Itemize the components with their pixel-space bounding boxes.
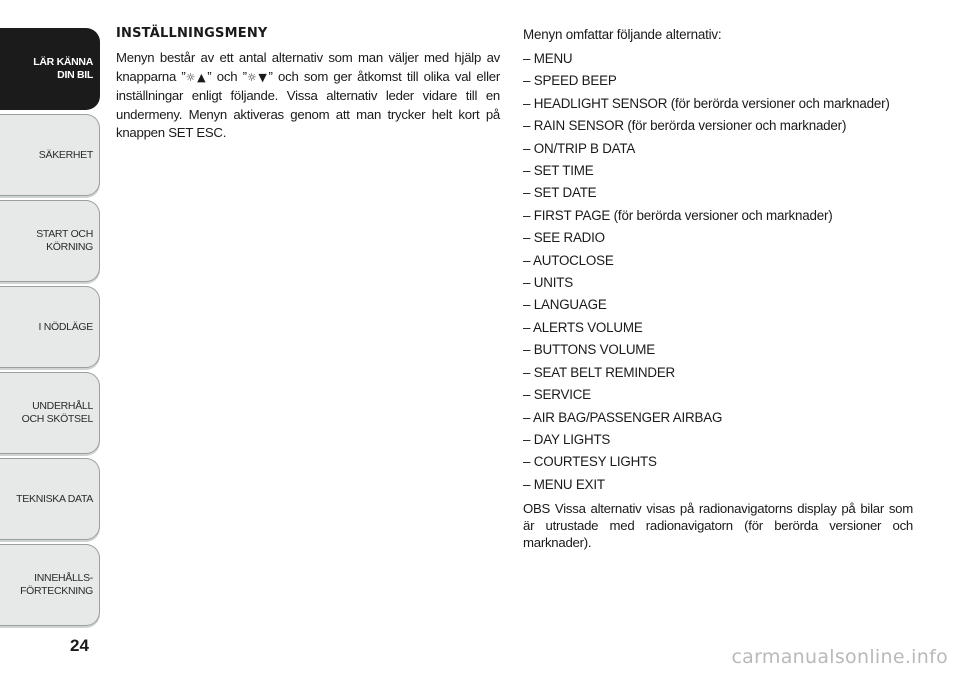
dial-icon: ☼	[246, 70, 257, 84]
tab-label: START OCH KÖRNING	[36, 228, 93, 253]
menu-option-item: – COURTESY LIGHTS	[523, 454, 657, 470]
tab-lar-kanna-din-bil[interactable]	[0, 28, 100, 110]
menu-option-item: – SET TIME	[523, 163, 594, 179]
para-text: Menyn består av ett antal alternativ som man väljer med hjälp av knapparna ”	[116, 50, 500, 84]
menu-option-item: – UNITS	[523, 275, 573, 291]
menu-option-item: – SEAT BELT REMINDER	[523, 364, 676, 380]
menu-option-item: – HEADLIGHT SENSOR (för berörda versioner och marknader)	[523, 95, 890, 111]
menu-intro: Menyn omfattar följande alternativ:	[523, 27, 722, 42]
menu-option-item: – ON/TRIP B DATA	[523, 140, 636, 156]
menu-option-item: – FIRST PAGE (för berörda versioner och marknader)	[523, 207, 833, 223]
menu-option-item: – LANGUAGE	[523, 297, 607, 313]
tab-label: LÄR KÄNNA DIN BIL	[33, 56, 93, 81]
menu-option-item: – AUTOCLOSE	[523, 252, 614, 268]
tab-innehallsforteckning[interactable]	[0, 544, 100, 626]
tab-tekniska-data[interactable]	[0, 458, 100, 540]
tab-underhall-och-skotsel[interactable]	[0, 372, 100, 454]
para-text: ” och som ger åtkomst till olika val eller inställningar enligt följande. Vissa alternativ leder vidare till en undermeny. Menyn aktiveras genom att man trycker helt kort på knappen SET ESC.	[116, 68, 501, 140]
left-column	[116, 26, 500, 143]
watermark: carmanualsonline.info	[731, 646, 948, 668]
para-text: ” och ”	[207, 68, 247, 84]
dial-icon: ☼	[185, 70, 196, 84]
menu-option-item: – SPEED BEEP	[523, 73, 617, 89]
down-arrow-icon: ▼	[256, 70, 269, 84]
menu-option-item: – BUTTONS VOLUME	[523, 342, 655, 358]
tab-label: INNEHÅLLS- FÖRTECKNING	[20, 572, 93, 597]
menu-option-item: – MENU	[523, 51, 573, 66]
tab-label: SÄKERHET	[38, 148, 93, 161]
right-column	[523, 26, 913, 551]
tab-start-och-korning[interactable]	[0, 200, 100, 282]
page-number: 24	[70, 636, 89, 655]
menu-option-item: – MENU EXIT	[523, 476, 605, 492]
menu-options-list	[523, 48, 913, 496]
menu-option-item: – ALERTS VOLUME	[523, 319, 643, 335]
menu-option-item: – AIR BAG/PASSENGER AIRBAG	[523, 409, 723, 425]
tab-label: TEKNISKA DATA	[16, 492, 93, 505]
menu-option-item: – RAIN SENSOR (för berörda versioner och marknader)	[523, 118, 847, 134]
note-paragraph: OBS Vissa alternativ visas på radionavigatorns display på bilar som är utrustade med radionavigatorn (för berörda versioner och marknader).	[523, 501, 913, 551]
up-arrow-icon: ▲	[195, 70, 208, 84]
tab-i-nodlage[interactable]	[0, 286, 100, 368]
section-heading: INSTÄLLNINGSMENY	[116, 26, 268, 41]
intro-paragraph	[116, 49, 500, 143]
tab-label: I NÖDLÄGE	[38, 320, 93, 333]
menu-option-item: – SEE RADIO	[523, 230, 605, 246]
tab-label: UNDERHÅLL OCH SKÖTSEL	[21, 400, 93, 425]
tab-sakerhet[interactable]	[0, 114, 100, 196]
menu-option-item: – SERVICE	[523, 387, 591, 403]
menu-option-item: – DAY LIGHTS	[523, 431, 611, 447]
menu-option-item: – SET DATE	[523, 185, 597, 201]
